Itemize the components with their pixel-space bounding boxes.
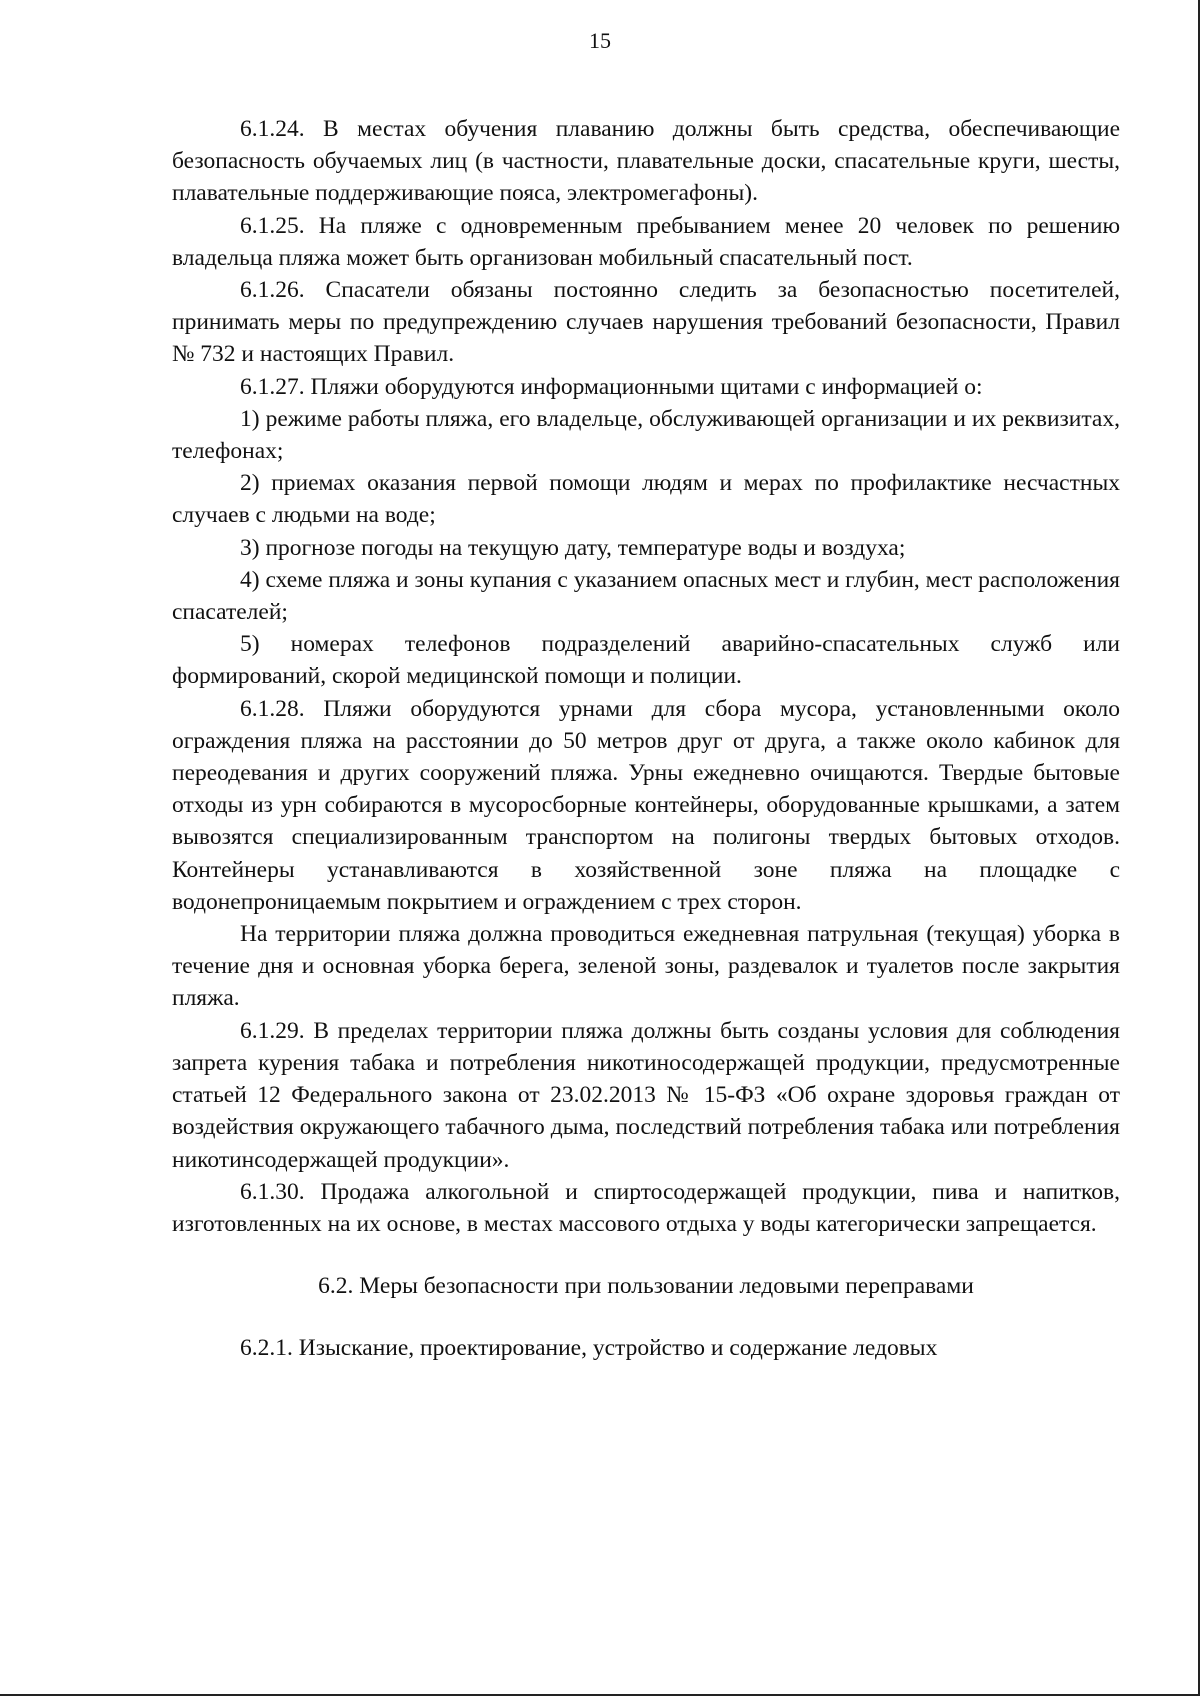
paragraph-6-1-29: 6.1.29. В пределах территории пляжа должны быть созданы условия для соблюдения запрета курения табака и потребления никотиносодержащей продукции, предусмотренные статьей 12 Федерального закона от 23.02.2013 № 15-ФЗ «Об охране здоровья граждан от воздействия окружающего табачного дыма, последствий потребления табака или потребления никотинсодержащей продукции». [172,1017,1120,1173]
paragraph-6-2-1: 6.2.1. Изыскание, проектирование, устройство и содержание ледовых [240,1335,938,1362]
section-heading: 6.2. Меры безопасности при пользовании ледовыми переправами [318,1273,974,1300]
list-item-1: 1) режиме работы пляжа, его владельце, обслуживающей организации и их реквизитах, телефонах; [172,405,1120,465]
page-number: 15 [589,28,611,53]
paragraph-6-1-26: 6.1.26. Спасатели обязаны постоянно следить за безопасностью посетителей, принимать меры по предупреждению случаев нарушения требований безопасности, Правил № 732 и настоящих Правил. [172,277,1120,368]
document-body [172,113,1120,1365]
list-item-4: 4) схеме пляжа и зоны купания с указанием опасных мест и глубин, мест расположения спасателей; [172,566,1120,626]
paragraph-territory-cleaning: На территории пляжа должна проводиться ежедневная патрульная (текущая) уборка в течение дня и основная уборка берега, зеленой зоны, раздевалок и туалетов после закрытия пляжа. [172,921,1120,1012]
paragraph-6-1-24: 6.1.24. В местах обучения плаванию должны быть средства, обеспечивающие безопасность обучаемых лиц (в частности, плавательные доски, спасательные круги, шесты, плавательные поддерживающие пояса, электромегафоны). [172,116,1120,207]
paragraph-6-1-27: 6.1.27. Пляжи оборудуются информационными щитами с информацией о: [240,373,983,400]
paragraph-6-1-30: 6.1.30. Продажа алкогольной и спиртосодержащей продукции, пива и напитков, изготовленных на их основе, в местах массового отдыха у воды категорически запрещается. [172,1178,1120,1237]
paragraph-6-1-28: 6.1.28. Пляжи оборудуются урнами для сбора мусора, установленными около ограждения пляжа на расстоянии до 50 метров друг от друга, а также около кабинок для переодевания и других сооружений пляжа. Урны ежедневно очищаются. Твердые бытовые отходы из урн собираются в мусоросборные контейнеры, оборудованные крышками, а затем вывозятся специализированным транспортом на полигоны твердых бытовых отходов. Контейнеры устанавливаются в хозяйственной зоне пляжа на площадке с водонепроницаемым покрытием и ограждением с трех сторон. [172,695,1120,915]
list-item-3: 3) прогнозе погоды на текущую дату, температуре воды и воздуха; [240,534,906,561]
list-item-2: 2) приемах оказания первой помощи людям и мерах по профилактике несчастных случаев с людьми на воде; [172,470,1120,529]
list-item-5: 5) номерах телефонов подразделений аварийно-спасательных служб или формирований, скорой медицинской помощи и полиции. [172,631,1120,690]
paragraph-6-1-25: 6.1.25. На пляже с одновременным пребыванием менее 20 человек по решению владельца пляжа может быть организован мобильный спасательный пост. [172,212,1120,271]
